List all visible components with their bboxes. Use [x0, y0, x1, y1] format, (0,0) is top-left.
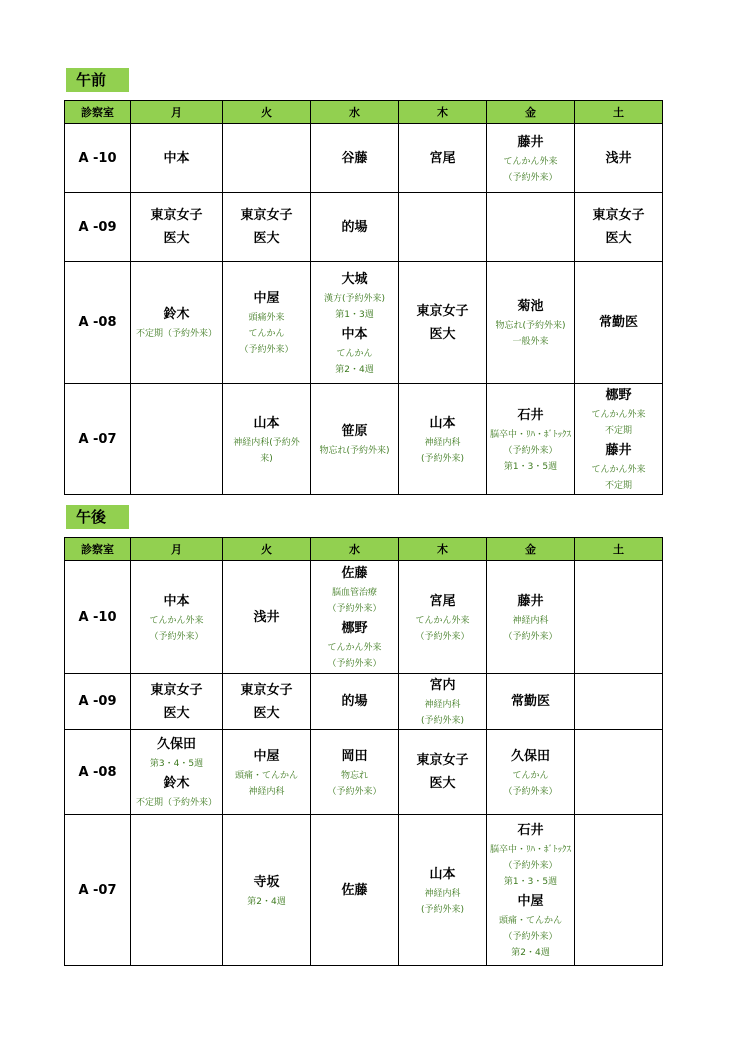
header-mon: 月 — [131, 101, 223, 124]
clinic-note: てんかん外来 — [415, 615, 470, 626]
clinic-note: 不定期 — [604, 481, 632, 491]
schedule-cell — [575, 384, 663, 495]
doctor-name: 中屋 — [253, 291, 280, 306]
clinic-note: 第1・3・5週 — [503, 877, 558, 887]
clinic-note: （予約外来） — [415, 631, 470, 642]
doctor-name: 浅井 — [253, 609, 280, 625]
schedule-cell — [131, 730, 223, 815]
clinic-note: てんかん — [248, 329, 285, 339]
am-section-label: 午前 — [66, 68, 129, 92]
clinic-note: 第2・4週 — [247, 896, 286, 907]
doctor-name: 中屋 — [253, 748, 280, 764]
doctor-name: 梛野 — [605, 388, 632, 403]
schedule-cell — [487, 262, 575, 384]
schedule-cell — [131, 193, 223, 262]
schedule-row — [65, 561, 663, 674]
schedule-cell — [575, 815, 663, 966]
clinic-note: （予約外来） — [503, 445, 558, 456]
schedule-cell — [311, 730, 399, 815]
doctor-name: 梛野 — [341, 621, 368, 636]
header-row — [65, 101, 663, 124]
doctor-name: 山本 — [253, 415, 280, 431]
schedule-cell — [131, 561, 223, 674]
header-wed: 水 — [311, 101, 399, 124]
schedule-cell — [487, 193, 575, 262]
room-label: A -08 — [65, 730, 131, 815]
header-mon: 月 — [131, 538, 223, 561]
schedule-cell — [311, 561, 399, 674]
doctor-name: 東京女子 — [592, 208, 645, 223]
schedule-cell — [487, 674, 575, 730]
doctor-name: 東京女子 — [150, 208, 203, 223]
doctor-name: 医大 — [163, 705, 190, 721]
schedule-cell — [399, 561, 487, 674]
clinic-note: （予約外来） — [327, 604, 382, 614]
schedule-cell — [311, 262, 399, 384]
clinic-note: （予約外来） — [503, 172, 558, 183]
header-fri: 金 — [487, 538, 575, 561]
clinic-note: 来) — [260, 453, 273, 464]
doctor-name: 岡田 — [341, 748, 368, 764]
schedule-cell — [575, 730, 663, 815]
schedule-cell — [399, 193, 487, 262]
clinic-note: （予約外来） — [503, 786, 558, 797]
schedule-cell — [399, 262, 487, 384]
doctor-name: 石井 — [517, 823, 544, 838]
clinic-note: 脳卒中・ﾘﾊ・ﾎﾞﾄｯｸｽ — [489, 429, 571, 440]
doctor-name: 東京女子 — [416, 303, 469, 319]
clinic-note: 第3・4・5週 — [149, 759, 204, 769]
schedule-cell — [311, 193, 399, 262]
doctor-name: 中本 — [163, 150, 190, 166]
doctor-name: 山本 — [429, 866, 456, 882]
doctor-name: 東京女子 — [416, 753, 469, 768]
header-sat: 土 — [575, 538, 663, 561]
doctor-name: 久保田 — [510, 748, 550, 764]
pm-section-label: 午後 — [66, 505, 129, 529]
clinic-note: てんかん外来 — [591, 465, 646, 475]
clinic-note: （予約外来） — [503, 932, 558, 942]
schedule-cell — [487, 561, 575, 674]
schedule-cell — [311, 124, 399, 193]
clinic-note: 第1・3・5週 — [503, 461, 558, 472]
doctor-name: 鈴木 — [163, 776, 190, 791]
schedule-cell — [223, 384, 311, 495]
schedule-cell — [131, 815, 223, 966]
room-label: A -08 — [65, 262, 131, 384]
schedule-cell — [487, 730, 575, 815]
clinic-note: 頭痛外来 — [248, 313, 285, 323]
header-thu: 木 — [399, 538, 487, 561]
doctor-name: 山本 — [429, 415, 456, 431]
clinic-note: 物忘れ(予約外来) — [319, 445, 390, 456]
am-schedule-table — [64, 100, 663, 495]
schedule-cell — [575, 262, 663, 384]
room-label: A -09 — [65, 674, 131, 730]
doctor-name: 佐藤 — [341, 566, 368, 581]
room-label: A -09 — [65, 193, 131, 262]
doctor-name: 宮内 — [429, 678, 456, 693]
clinic-note: 頭痛・てんかん — [498, 916, 562, 926]
schedule-cell — [575, 124, 663, 193]
clinic-note: てんかん — [512, 770, 549, 781]
clinic-note: 不定期（予約外来） — [135, 798, 217, 808]
schedule-row — [65, 730, 663, 815]
doctor-name: 中本 — [163, 593, 190, 609]
clinic-note: 脳卒中・ﾘﾊ・ﾎﾞﾄｯｸｽ — [489, 845, 571, 855]
clinic-note: （予約外来） — [503, 861, 558, 871]
doctor-name: 的場 — [341, 694, 368, 709]
clinic-note: てんかん外来 — [503, 156, 558, 167]
doctor-name: 藤井 — [605, 443, 632, 458]
doctor-name: 宮尾 — [429, 593, 456, 609]
schedule-cell — [223, 262, 311, 384]
schedule-cell — [223, 193, 311, 262]
schedule-cell — [223, 815, 311, 966]
schedule-cell — [131, 384, 223, 495]
clinic-note: てんかん外来 — [149, 615, 204, 626]
clinic-note: 神経内科 — [512, 615, 549, 626]
schedule-cell — [399, 674, 487, 730]
header-wed: 水 — [311, 538, 399, 561]
clinic-note: （予約外来） — [239, 345, 294, 355]
header-tue: 火 — [223, 101, 311, 124]
doctor-name: 医大 — [253, 705, 280, 721]
doctor-name: 東京女子 — [150, 682, 203, 698]
room-label: A -10 — [65, 561, 131, 674]
schedule-cell — [575, 674, 663, 730]
doctor-name: 宮尾 — [429, 150, 456, 166]
header-fri: 金 — [487, 101, 575, 124]
doctor-name: 藤井 — [517, 593, 544, 609]
schedule-cell — [487, 384, 575, 495]
doctor-name: 石井 — [517, 407, 544, 423]
doctor-name: 寺坂 — [253, 874, 280, 890]
doctor-name: 中屋 — [517, 894, 544, 909]
schedule-row — [65, 674, 663, 730]
doctor-name: 的場 — [341, 219, 368, 235]
schedule-cell — [575, 193, 663, 262]
doctor-name: 鈴木 — [163, 307, 190, 322]
header-room: 診察室 — [65, 101, 131, 124]
clinic-note: （予約外来） — [327, 659, 382, 669]
schedule-cell — [223, 674, 311, 730]
doctor-name: 医大 — [253, 231, 280, 246]
clinic-note: （予約外来） — [503, 631, 558, 642]
clinic-note: 神経内科 — [424, 437, 461, 448]
schedule-cell — [399, 815, 487, 966]
header-tue: 火 — [223, 538, 311, 561]
schedule-cell — [223, 124, 311, 193]
doctor-name: 常勤医 — [598, 315, 638, 330]
doctor-name: 浅井 — [605, 150, 632, 166]
doctor-name: 菊池 — [517, 299, 544, 314]
doctor-name: 医大 — [429, 326, 456, 342]
clinic-note: 神経内科(予約外 — [233, 437, 300, 448]
doctor-name: 医大 — [163, 231, 190, 246]
clinic-note: 第1・3週 — [335, 309, 374, 320]
clinic-note: てんかん外来 — [591, 410, 646, 420]
schedule-row — [65, 193, 663, 262]
header-sat: 土 — [575, 101, 663, 124]
schedule-cell — [311, 384, 399, 495]
clinic-note: 一般外来 — [512, 337, 549, 347]
clinic-note: 神経内科 — [424, 700, 461, 710]
clinic-note: 第2・4週 — [335, 364, 374, 375]
doctor-name: 大城 — [341, 271, 368, 287]
clinic-note: てんかん外来 — [327, 643, 382, 653]
clinic-note: 第2・4週 — [511, 948, 550, 958]
clinic-note: (予約外来) — [420, 716, 465, 726]
doctor-name: 久保田 — [156, 737, 196, 752]
schedule-cell — [399, 384, 487, 495]
clinic-note: (予約外来) — [420, 904, 465, 915]
header-thu: 木 — [399, 101, 487, 124]
header-room: 診察室 — [65, 538, 131, 561]
clinic-note: 不定期（予約外来） — [135, 329, 217, 339]
doctor-name: 谷藤 — [341, 150, 368, 166]
schedule-cell — [399, 124, 487, 193]
clinic-note: てんかん — [336, 348, 373, 359]
header-row — [65, 538, 663, 561]
schedule-cell — [131, 674, 223, 730]
clinic-note: 神経内科 — [424, 888, 461, 899]
schedule-cell — [223, 561, 311, 674]
schedule-cell — [223, 730, 311, 815]
room-label: A -07 — [65, 384, 131, 495]
doctor-name: 東京女子 — [240, 208, 293, 223]
clinic-note: （予約外来） — [327, 786, 382, 797]
schedule-row — [65, 384, 663, 495]
doctor-name: 藤井 — [517, 134, 544, 150]
room-label: A -07 — [65, 815, 131, 966]
clinic-note: 漢方(予約外来) — [323, 293, 386, 304]
schedule-row — [65, 815, 663, 966]
clinic-note: 頭痛・てんかん — [234, 770, 298, 781]
doctor-name: 医大 — [605, 231, 632, 246]
schedule-cell — [311, 815, 399, 966]
schedule-row — [65, 262, 663, 384]
schedule-cell — [487, 815, 575, 966]
doctor-name: 中本 — [341, 326, 368, 342]
clinic-note: 物忘れ — [340, 770, 368, 781]
schedule-cell — [131, 124, 223, 193]
doctor-name: 笹原 — [341, 423, 368, 439]
schedule-cell — [399, 730, 487, 815]
doctor-name: 常勤医 — [510, 694, 550, 709]
doctor-name: 医大 — [429, 776, 456, 791]
clinic-note: (予約外来) — [420, 453, 465, 464]
clinic-note: 不定期 — [604, 426, 632, 436]
schedule-cell — [131, 262, 223, 384]
schedule-row — [65, 124, 663, 193]
clinic-note: （予約外来） — [149, 631, 204, 642]
pm-schedule-table — [64, 537, 663, 966]
clinic-note: 神経内科 — [248, 786, 285, 797]
doctor-name: 東京女子 — [240, 682, 293, 698]
clinic-note: 脳血管治療 — [331, 588, 377, 598]
schedule-cell — [311, 674, 399, 730]
schedule-cell — [487, 124, 575, 193]
room-label: A -10 — [65, 124, 131, 193]
doctor-name: 佐藤 — [341, 882, 368, 898]
schedule-cell — [575, 561, 663, 674]
clinic-note: 物忘れ(予約外来) — [495, 321, 566, 331]
